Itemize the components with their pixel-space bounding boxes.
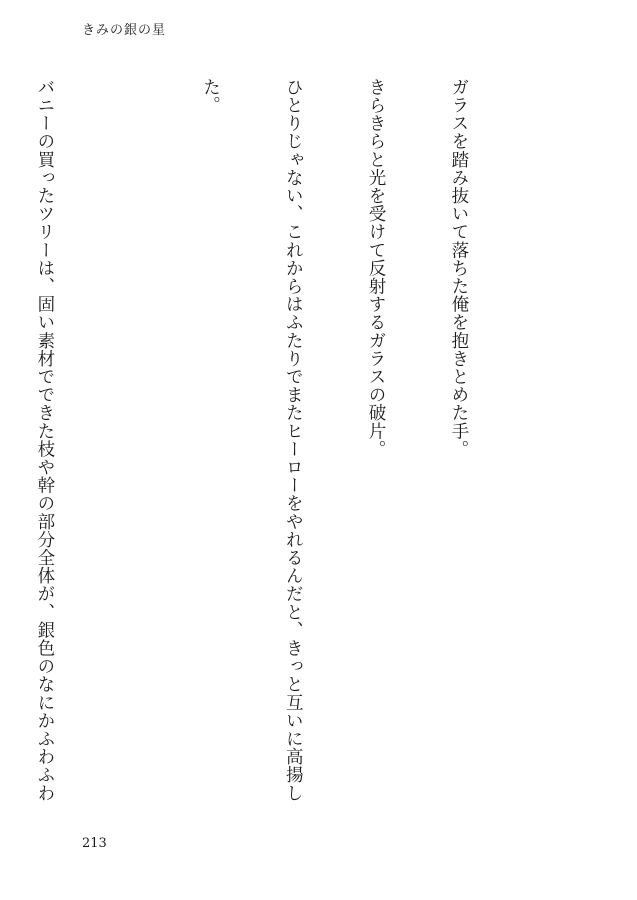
text-line: きらきらと光を受けて反射するガラスの破片。 xyxy=(366,78,387,459)
page-number: 213 xyxy=(82,836,107,851)
text-line: バニーの買ったツリーは、固い素材でできた枝や幹の部分全体が、銀色のなにかふわふわ xyxy=(34,78,55,802)
blank-line xyxy=(113,78,141,828)
text-line: ひとりじゃない、これからはふたりでまたヒーローをやれるんだと、きっと互いに高揚し xyxy=(283,78,304,802)
vertical-body-text xyxy=(0,78,527,828)
running-title: きみの銀の星 xyxy=(82,23,167,38)
text-line: た。 xyxy=(200,78,221,115)
text-line: ガラスを踏み抜いて落ちた俺を抱きとめた手。 xyxy=(448,78,469,459)
